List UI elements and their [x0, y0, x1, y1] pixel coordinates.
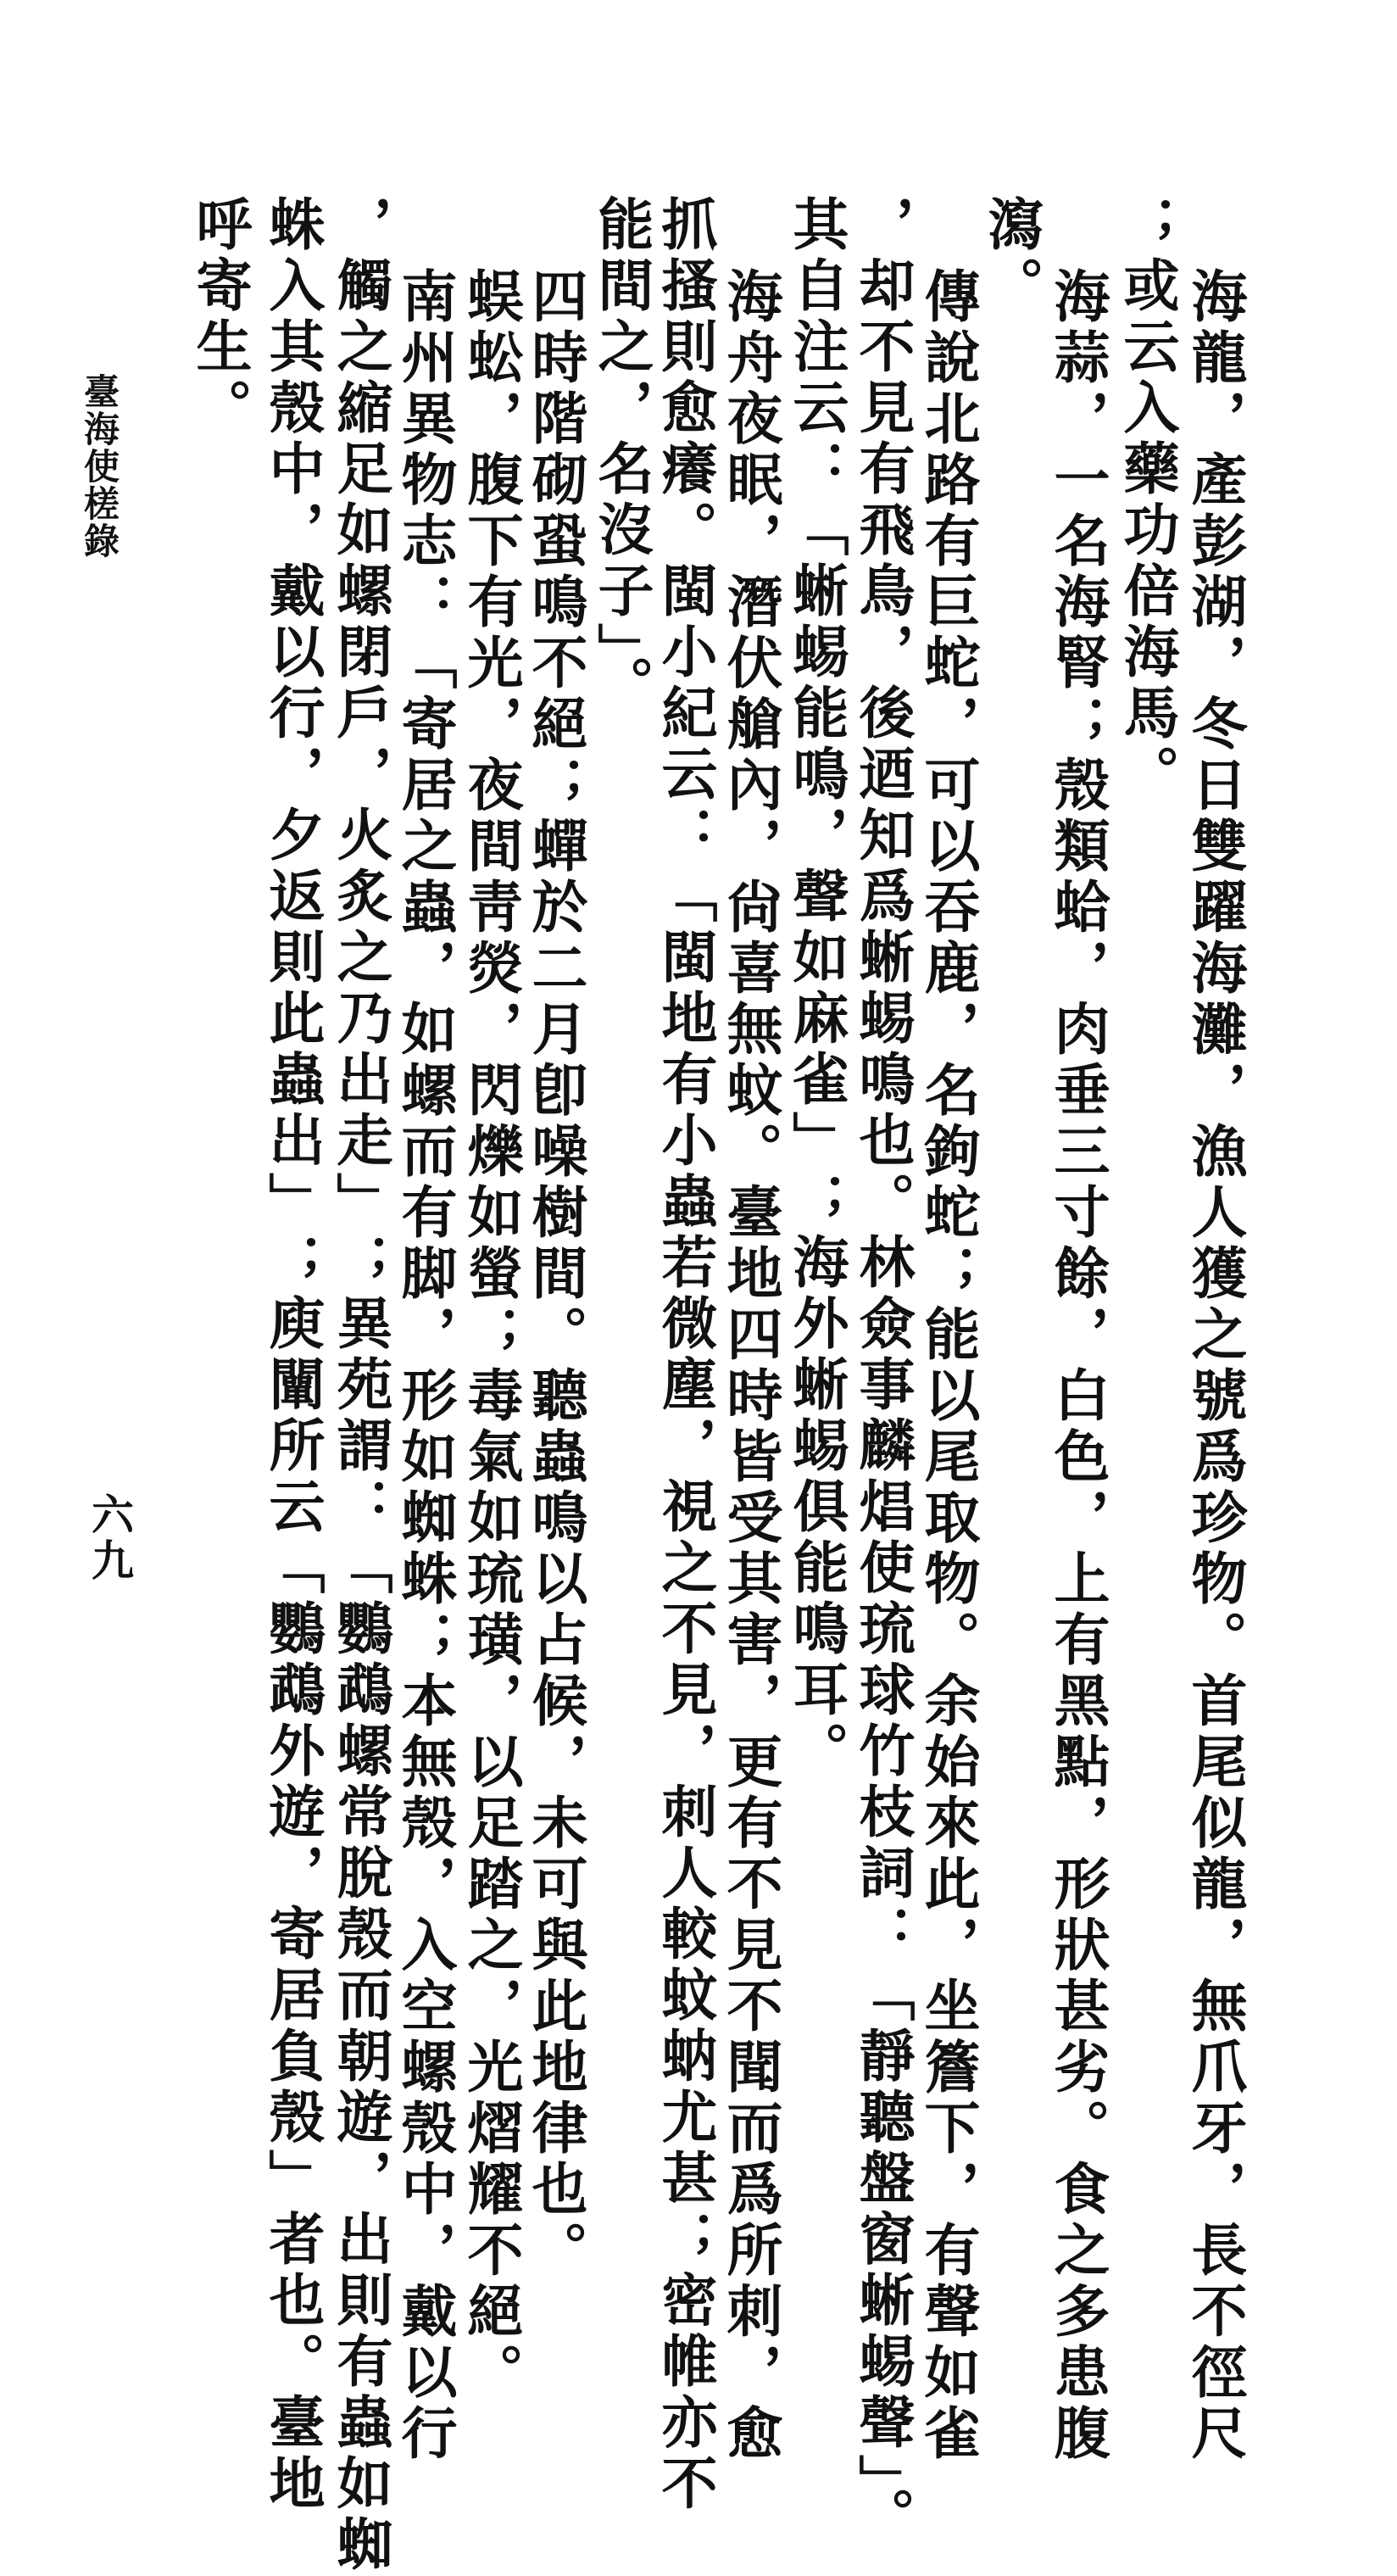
text-column: 南州異物志：「寄居之蟲，如螺而有脚，形如蜘蛛；本無殼，入空螺殼中，戴以行 [392, 267, 458, 2465]
text-column: ，却不見有飛鳥，後迺知爲蜥蜴鳴也。林僉事麟焻使琉球竹枝詞：「靜聽盤窗蜥蜴聲」。 [849, 195, 916, 2548]
text-column: 呼寄生。 [186, 195, 253, 439]
running-title: 臺海使槎錄 [79, 373, 120, 560]
text-column: 蜈蚣，腹下有光，夜間靑熒，閃爍如螢；毒氣如琉璜，以足踏之，光熠耀不絕。 [458, 267, 524, 2404]
text-column: 蛛入其殼中，戴以行，夕返則此蟲出」；庾闡所云「鸚鵡外遊，寄居負殼」者也。臺地 [259, 195, 326, 2515]
page-number: 六九 [85, 1492, 135, 1584]
text-column: ，觸之縮足如螺閉戶，火炙之乃出走」；異苑謂：「鸚鵡螺常脫殼而朝遊，出則有蟲如蜘 [327, 195, 393, 2576]
text-column: ；或云入藥功倍海馬。 [1114, 195, 1180, 806]
text-column: 瀉。 [978, 195, 1044, 317]
text-column: 能間之，名沒子」。 [588, 195, 654, 716]
text-column: 海蒜，一名海腎；殼類蛤，肉垂三寸餘，白色，上有黑點，形狀甚劣。食之多患腹 [1044, 267, 1110, 2465]
text-column: 傳說北路有巨蛇，可以吞鹿，名鉤蛇；能以尾取物。余始來此，坐簷下，有聲如雀 [915, 267, 981, 2465]
text-column: 海舟夜眠，潛伏艙內，尙喜無蚊。臺地四時皆受其害，更有不見不聞而爲所刺，愈 [717, 267, 783, 2465]
text-column: 抓搔則愈癢。閩小紀云：「閩地有小蟲若微塵，視之不見，刺人較蚊蚋尤甚；密帷亦不 [652, 195, 718, 2515]
text-column: 其自注云：「蜥蜴能鳴，聲如麻雀」；海外蜥蜴俱能鳴耳。 [783, 195, 849, 1782]
text-column: 四時階砌蛩鳴不絕；蟬於二月卽噪樹間。聽蟲鳴以占候，未可與此地律也。 [522, 267, 588, 2282]
text-column: 海龍，產彭湖，冬日雙躍海灘，漁人獲之號爲珍物。首尾似龍，無爪牙，長不徑尺 [1182, 267, 1248, 2465]
